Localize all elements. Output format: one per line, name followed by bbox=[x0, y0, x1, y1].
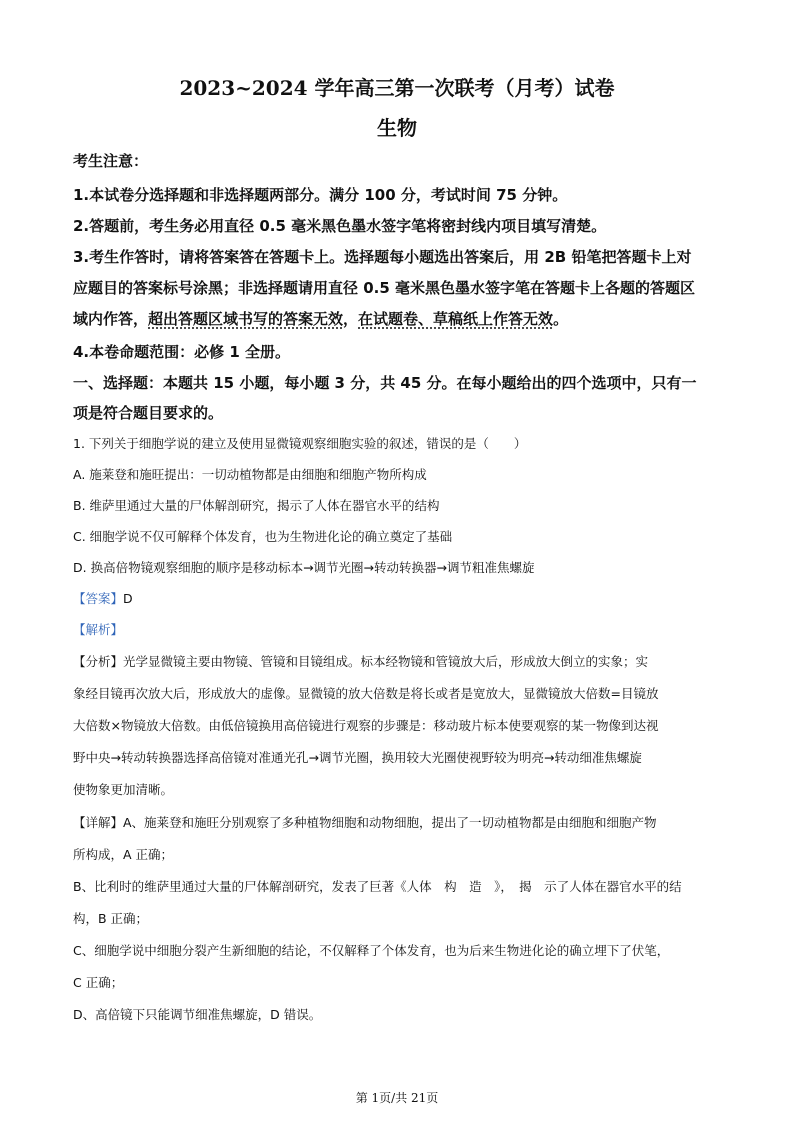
analysis-paragraph-line: 使物象更加清晰。 bbox=[73, 782, 174, 797]
analysis-paragraph-line: 野中央→转动转换器选择高倍镜对准通光孔→调节光圈，换用较大光圈使视野较为明亮→转动细准焦螺旋 bbox=[73, 750, 642, 765]
section-heading-line-2: 项是符合题目要求的。 bbox=[73, 404, 224, 422]
emphasized-text: 超出答题区域书写的答案无效 bbox=[148, 310, 344, 328]
answer-line bbox=[73, 589, 723, 607]
option-d: D. 换高倍物镜观察细胞的顺序是移动标本→调节光圈→转动转换器→调节粗准焦螺旋 bbox=[73, 560, 535, 575]
page-number: 第 1页/共 21页 bbox=[355, 1091, 439, 1105]
notice-item-3-line-3 bbox=[73, 308, 723, 329]
notice-item-3-line-2: 应题目的答案标号涂黑；非选择题请用直径 0.5 毫米黑色墨水签字笔在答题卡上各题的答题区 bbox=[73, 279, 696, 297]
detail-paragraph-line: C、细胞学说中细胞分裂产生新细胞的结论，不仅解释了个体发育，也为后来生物进化论的确立埋下了伏笔， bbox=[73, 943, 670, 958]
notice-text: 域内作答， bbox=[73, 310, 149, 328]
notice-item-4: 4.本卷命题范围：必修 1 全册。 bbox=[73, 343, 291, 361]
section-heading-line-1: 一、选择题：本题共 15 小题，每小题 3 分，共 45 分。在每小题给出的四个选项中，只有一 bbox=[73, 374, 697, 392]
notice-text: 。 bbox=[553, 310, 569, 328]
detail-paragraph-line: B、比利时的维萨里通过大量的尸体解剖研究，发表了巨著《人体 构 造 》， 揭 示了人体在器官水平的结 bbox=[73, 879, 682, 894]
answer-value: D bbox=[123, 591, 133, 606]
option-a: A. 施莱登和施旺提出：一切动植物都是由细胞和细胞产物所构成 bbox=[73, 467, 427, 482]
notice-heading: 考生注意： bbox=[73, 152, 149, 170]
option-b: B. 维萨里通过大量的尸体解剖研究，揭示了人体在器官水平的结构 bbox=[73, 498, 440, 513]
detail-paragraph-line: 所构成，A 正确； bbox=[73, 847, 174, 862]
question-stem: 1. 下列关于细胞学说的建立及使用显微镜观察细胞实验的叙述，错误的是（ ） bbox=[73, 436, 527, 451]
option-c: C. 细胞学说不仅可解释个体发育，也为生物进化论的确立奠定了基础 bbox=[73, 529, 453, 544]
analysis-paragraph-line: 大倍数×物镜放大倍数。由低倍镜换用高倍镜进行观察的步骤是：移动玻片标本使要观察的某一物像到达视 bbox=[73, 718, 659, 733]
notice-item-3-line-1: 3.考生作答时，请将答案答在答题卡上。选择题每小题选出答案后，用 2B 铅笔把答题卡上对 bbox=[73, 248, 692, 266]
notice-text: ， bbox=[343, 310, 359, 328]
analysis-label: 【解析】 bbox=[73, 622, 124, 637]
analysis-paragraph-line: 【分析】光学显微镜主要由物镜、管镜和目镜组成。标本经物镜和管镜放大后，形成放大倒立的实象；实 bbox=[73, 654, 649, 669]
notice-item-1: 1.本试卷分选择题和非选择题两部分。满分 100 分，考试时间 75 分钟。 bbox=[73, 186, 568, 204]
detail-paragraph-line: 构，B 正确； bbox=[73, 911, 149, 926]
analysis-paragraph-line: 象经目镜再次放大后，形成放大的虚像。显微镜的放大倍数是将长或者是宽放大，显微镜放大倍数=目镜放 bbox=[73, 686, 659, 701]
notice-item-2: 2.答题前，考生务必用直径 0.5 毫米黑色墨水签字笔将密封线内项目填写清楚。 bbox=[73, 217, 607, 235]
answer-label: 【答案】 bbox=[73, 591, 124, 606]
detail-paragraph-line: C 正确； bbox=[73, 975, 124, 990]
exam-title: 2023~2024 学年高三第一次联考（月考）试卷 bbox=[179, 76, 615, 100]
emphasized-text: 在试题卷、草稿纸上作答无效 bbox=[358, 310, 554, 328]
subject-title: 生物 bbox=[377, 116, 417, 140]
detail-paragraph-line: 【详解】A、施莱登和施旺分别观察了多种植物细胞和动物细胞，提出了一切动植物都是由细胞和细胞产物 bbox=[73, 815, 657, 830]
detail-paragraph-line: D、高倍镜下只能调节细准焦螺旋，D 错误。 bbox=[73, 1007, 322, 1022]
